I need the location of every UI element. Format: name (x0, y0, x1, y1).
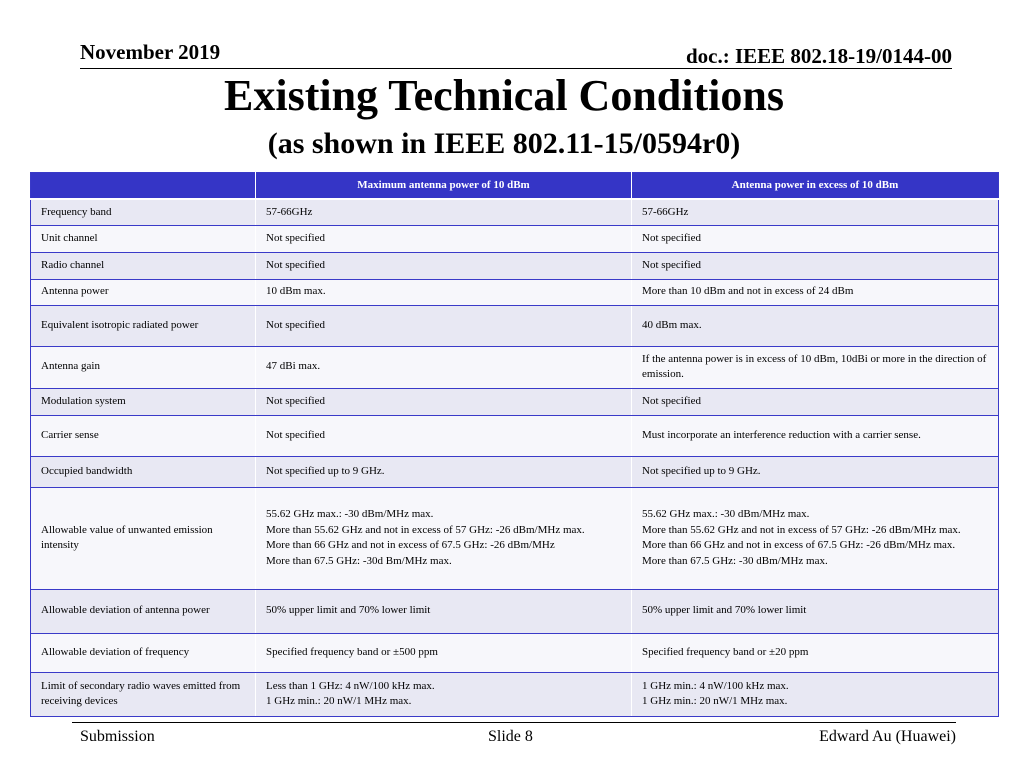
cell-excess-10dbm: 55.62 GHz max.: -30 dBm/MHz max. More than 55.62 GHz and not in excess of 57 GHz: -26 dBm/MHz max. More than 66 GHz and not in excess of 67.5 GHz: -26 dBm/MHz max. More than 67.5 GHz: -30 dBm/MHz max. (632, 487, 999, 589)
row-label: Radio channel (31, 252, 256, 279)
cell-max-10dbm: Not specified (256, 305, 632, 346)
cell-max-10dbm: Not specified (256, 225, 632, 252)
cell-max-10dbm: Not specified (256, 388, 632, 415)
cell-max-10dbm: Not specified (256, 252, 632, 279)
cell-excess-10dbm: Not specified up to 9 GHz. (632, 456, 999, 487)
row-label: Antenna power (31, 279, 256, 305)
table-row (31, 252, 999, 279)
table-row (31, 305, 999, 346)
row-label: Allowable deviation of antenna power (31, 589, 256, 633)
table-row (31, 456, 999, 487)
row-label: Antenna gain (31, 346, 256, 388)
row-label: Allowable value of unwanted emission intensity (31, 487, 256, 589)
row-label: Occupied bandwidth (31, 456, 256, 487)
header-cell-parameter (31, 173, 256, 200)
cell-max-10dbm: 57-66GHz (256, 199, 632, 225)
cell-max-10dbm: Specified frequency band or ±500 ppm (256, 633, 632, 672)
cell-max-10dbm: Less than 1 GHz: 4 nW/100 kHz max. 1 GHz min.: 20 nW/1 MHz max. (256, 672, 632, 716)
row-label: Allowable deviation of frequency (31, 633, 256, 672)
table-row (31, 225, 999, 252)
table-row (31, 388, 999, 415)
cell-excess-10dbm: 40 dBm max. (632, 305, 999, 346)
row-label: Unit channel (31, 225, 256, 252)
row-label: Equivalent isotropic radiated power (31, 305, 256, 346)
table-row (31, 346, 999, 388)
cell-excess-10dbm: Not specified (632, 388, 999, 415)
table-row (31, 633, 999, 672)
cell-excess-10dbm: Specified frequency band or ±20 ppm (632, 633, 999, 672)
slide-title: Existing Technical Conditions (224, 71, 784, 120)
row-label: Limit of secondary radio waves emitted from receiving devices (31, 672, 256, 716)
slide-subtitle: (as shown in IEEE 802.11-15/0594r0) (267, 127, 741, 160)
row-label: Carrier sense (31, 415, 256, 456)
cell-max-10dbm: 55.62 GHz max.: -30 dBm/MHz max. More than 55.62 GHz and not in excess of 57 GHz: -26 dBm/MHz max. More than 66 GHz and not in excess of 67.5 GHz: -26 dBm/MHz More than 67.5 GHz: -30d Bm/MHz max. (256, 487, 632, 589)
header-cell-max-10dbm: Maximum antenna power of 10 dBm (256, 173, 632, 200)
header-date: November 2019 (80, 40, 221, 64)
cell-max-10dbm: 47 dBi max. (256, 346, 632, 388)
table-row (31, 199, 999, 225)
footer-rule (72, 722, 956, 723)
technical-conditions-table (30, 172, 999, 717)
header-cell-excess-10dbm: Antenna power in excess of 10 dBm (632, 173, 999, 200)
cell-excess-10dbm: Must incorporate an interference reduction with a carrier sense. (632, 415, 999, 456)
cell-excess-10dbm: More than 10 dBm and not in excess of 24 dBm (632, 279, 999, 305)
cell-excess-10dbm: Not specified (632, 225, 999, 252)
table-row (31, 672, 999, 716)
cell-excess-10dbm: 57-66GHz (632, 199, 999, 225)
table-row (31, 487, 999, 589)
cell-excess-10dbm: 1 GHz min.: 4 nW/100 kHz max. 1 GHz min.: 20 nW/1 MHz max. (632, 672, 999, 716)
table-row (31, 589, 999, 633)
table-header-row (31, 173, 999, 200)
cell-max-10dbm: Not specified up to 9 GHz. (256, 456, 632, 487)
row-label: Modulation system (31, 388, 256, 415)
table-row (31, 415, 999, 456)
footer-author: Edward Au (Huawei) (819, 728, 956, 745)
cell-excess-10dbm: If the antenna power is in excess of 10 dBm, 10dBi or more in the direction of emission. (632, 346, 999, 388)
table-row (31, 279, 999, 305)
cell-max-10dbm: Not specified (256, 415, 632, 456)
cell-excess-10dbm: 50% upper limit and 70% lower limit (632, 589, 999, 633)
footer-submission: Submission (80, 728, 155, 745)
header-rule (80, 68, 952, 69)
cell-max-10dbm: 50% upper limit and 70% lower limit (256, 589, 632, 633)
header-doc-id: doc.: IEEE 802.18-19/0144-00 (685, 44, 952, 68)
row-label: Frequency band (31, 199, 256, 225)
cell-excess-10dbm: Not specified (632, 252, 999, 279)
cell-max-10dbm: 10 dBm max. (256, 279, 632, 305)
footer-slide-number: Slide 8 (488, 728, 533, 745)
